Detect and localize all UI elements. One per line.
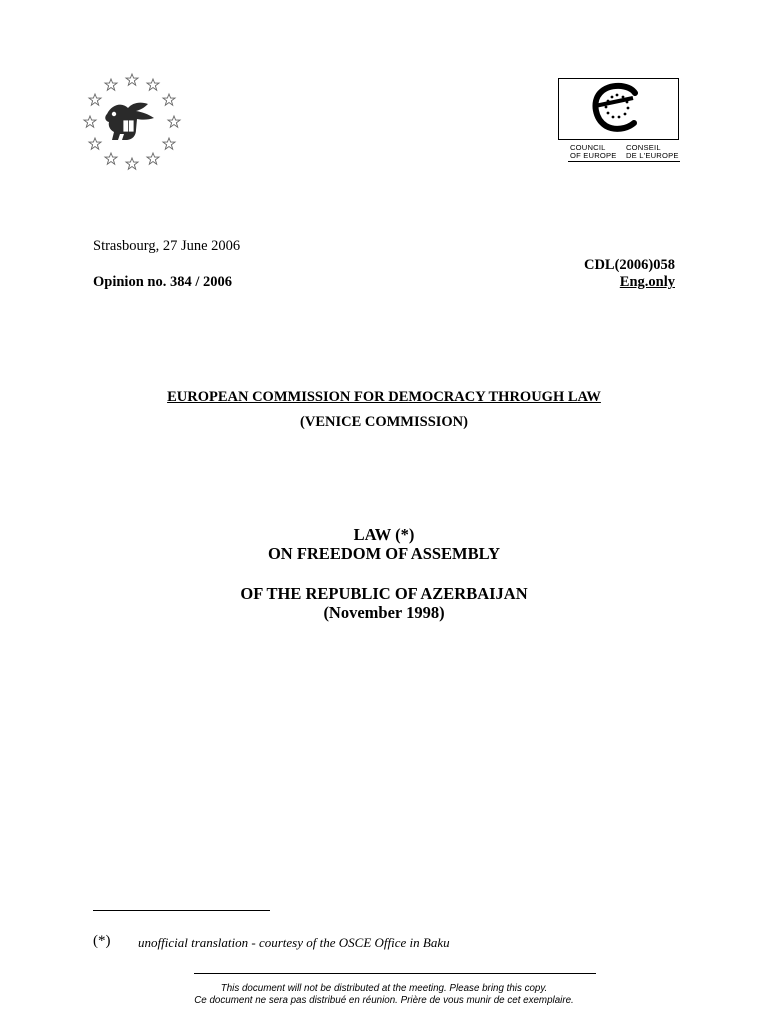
coe-text-en [570, 144, 617, 160]
coe-text-fr-line1: CONSEIL [626, 143, 661, 152]
coe-text-en-line2: OF EUROPE [570, 151, 617, 160]
distribution-notice-en: This document will not be distributed at the meeting. Please bring this copy. [220, 983, 548, 994]
document-title-line2: ON FREEDOM OF ASSEMBLY [267, 544, 501, 563]
commission-name: EUROPEAN COMMISSION FOR DEMOCRACY THROUGH LAW [167, 389, 601, 405]
coe-text-fr-line2: DE L'EUROPE [626, 151, 679, 160]
venice-commission-logo [74, 70, 190, 182]
distribution-notice-fr: Ce document ne sera pas distribué en réunion. Prière de vous munir de cet exemplaire. [194, 995, 574, 1006]
footnote-rule [93, 910, 270, 911]
coe-text-fr [626, 144, 679, 160]
footnote-mark: (*) [93, 933, 111, 949]
coe-text-en-line1: COUNCIL [570, 143, 606, 152]
place-date: Strasbourg, 27 June 2006 [93, 238, 241, 254]
council-of-europe-emblem-icon [559, 79, 678, 139]
document-title-line3: OF THE REPUBLIC OF AZERBAIJAN [240, 584, 528, 603]
document-title-line1: LAW (*) [353, 525, 415, 544]
council-of-europe-logo [558, 78, 682, 166]
coe-logo-underline [568, 161, 680, 162]
language-note: Eng.only [619, 274, 675, 290]
notice-rule [194, 973, 596, 974]
commission-subtitle: (VENICE COMMISSION) [300, 414, 468, 430]
coe-emblem-frame [558, 78, 679, 140]
document-title-line4: (November 1998) [323, 603, 445, 622]
opinion-number: Opinion no. 384 / 2006 [93, 274, 232, 290]
footnote-text: unofficial translation - courtesy of the OSCE Office in Baku [138, 935, 450, 950]
document-reference: CDL(2006)058 [583, 257, 675, 273]
venice-commission-logo-icon [74, 70, 190, 182]
